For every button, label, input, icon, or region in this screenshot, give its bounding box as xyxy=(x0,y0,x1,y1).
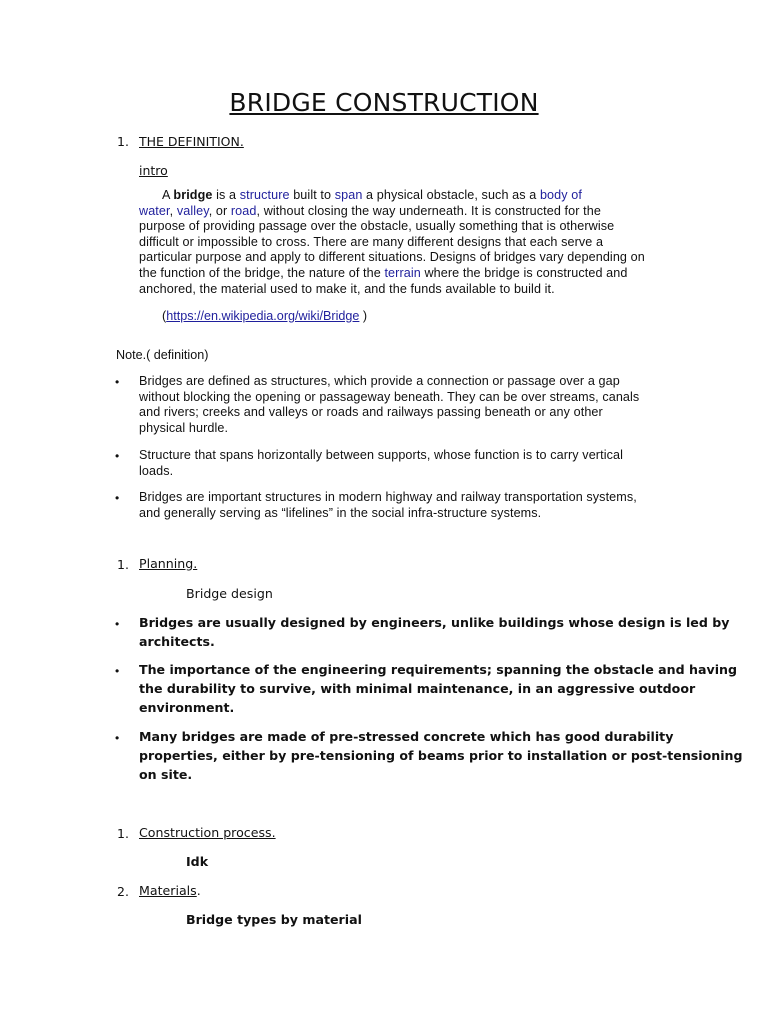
link-road[interactable]: road xyxy=(230,203,257,218)
subheading-idk: Idk xyxy=(186,854,209,869)
section-heading-planning: Planning. xyxy=(139,556,198,571)
term-bridge: bridge xyxy=(173,188,213,202)
subheading-intro: intro xyxy=(139,163,168,178)
planning-bullet-2: The importance of the engineering requirements; spanning the obstacle and having the durability to survive, with minimal maintenance, in an aggressive outdoor environment. xyxy=(139,662,738,715)
note-bullet-3: Bridges are important structures in modern highway and railway transportation systems, and generally serving as “lifelines” in the social infra-structure systems. xyxy=(139,490,637,520)
bullet-icon: • xyxy=(115,617,120,631)
note-label: Note.( definition) xyxy=(116,348,209,362)
bullet-icon: • xyxy=(115,491,120,505)
bullet-icon: • xyxy=(115,449,120,463)
planning-bullet-1: Bridges are usually designed by engineers, unlike buildings whose design is led by architects. xyxy=(139,615,730,649)
section-heading-construction: Construction process. xyxy=(139,825,276,840)
intro-paragraph: A bridge is a structure built to span a physical obstacle, such as a body of water, valley, or road, without closing the way underneath. It is constructed for the purpose of providing passage over the obstacle, usually something that is otherwise difficult or impossible to cross. There are many different designs that each serve a particular purpose and apply to different situations. Designs of bridges vary depending on the function of the bridge, the nature of the terrain where the bridge is constructed and anchored, the material used to make it, and the funds available to build it. xyxy=(139,188,645,296)
bullet-icon: • xyxy=(115,731,120,745)
section-heading-materials: Materials. xyxy=(139,883,201,898)
citation: (https://en.wikipedia.org/wiki/Bridge ) xyxy=(162,309,368,323)
link-span[interactable]: span xyxy=(334,188,363,202)
section-number: 1. xyxy=(117,826,129,841)
page-title: BRIDGE CONSTRUCTION xyxy=(229,88,539,117)
link-water[interactable]: water xyxy=(139,203,170,218)
note-bullet-2: Structure that spans horizontally between supports, whose function is to carry vertical loads. xyxy=(139,448,623,478)
link-valley[interactable]: valley xyxy=(176,203,209,218)
planning-bullet-3: Many bridges are made of pre-stressed concrete which has good durability properties, either by pre-tensioning of beams prior to installation or post-tensioning on site. xyxy=(139,729,743,782)
section-number: 1. xyxy=(117,134,129,149)
link-body-of[interactable]: body of xyxy=(539,188,582,202)
subheading-bridge-design: Bridge design xyxy=(186,586,273,601)
citation-link[interactable]: https://en.wikipedia.org/wiki/Bridge xyxy=(166,309,360,323)
section-number: 1. xyxy=(117,557,129,572)
link-terrain[interactable]: terrain xyxy=(384,265,421,280)
section-heading-definition: THE DEFINITION. xyxy=(139,134,244,149)
bullet-icon: • xyxy=(115,664,120,678)
note-bullet-1: Bridges are defined as structures, which provide a connection or passage over a gap without blocking the opening or passageway beneath. They can be over streams, canals and rivers; creeks and valleys or roads and railways passing beneath or any other physical hurdle. xyxy=(139,374,640,436)
bullet-icon: • xyxy=(115,375,120,389)
section-number: 2. xyxy=(117,884,129,899)
subheading-bridge-types: Bridge types by material xyxy=(186,912,362,927)
link-structure[interactable]: structure xyxy=(239,188,290,202)
